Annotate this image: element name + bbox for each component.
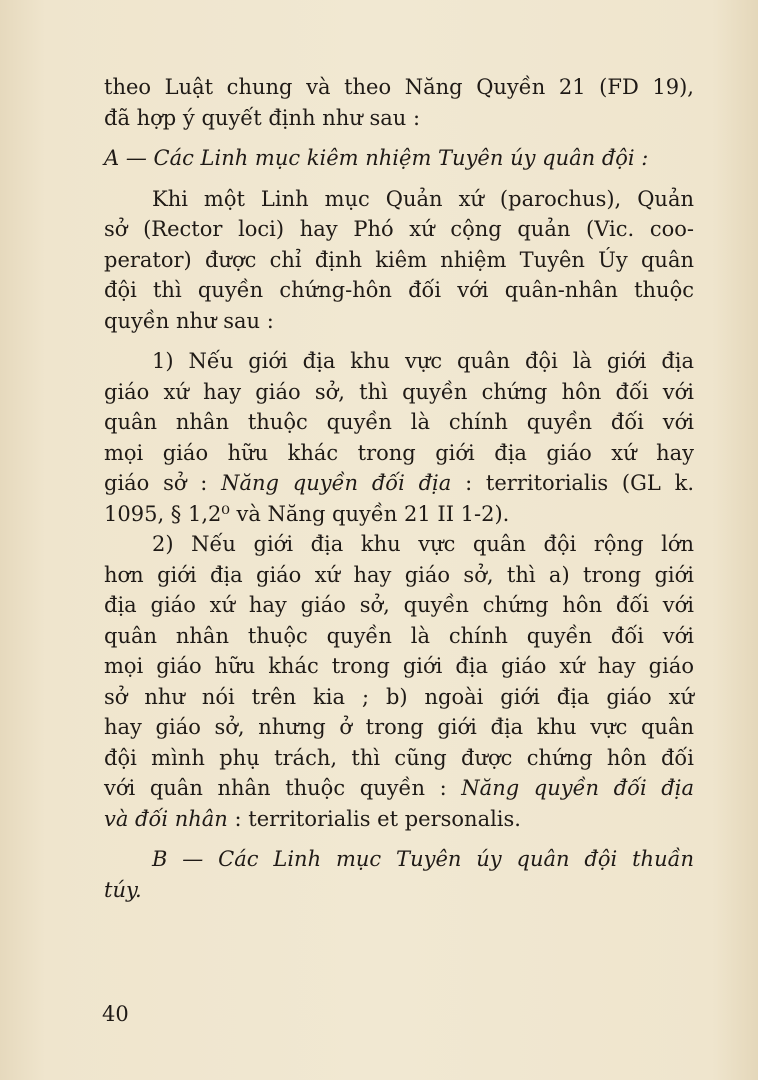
para3-line-4: quân nhân thuộc quyền là chính quyền đối với: [104, 623, 694, 648]
para1-line-2: sở (Rector loci) hay Phó xứ cộng quản (Vic. coo-: [104, 217, 694, 241]
para3-line-9-pre: với quân nhân thuộc quyền :: [104, 776, 462, 800]
para3-line-1: 2) Nếu giới địa khu vực quân đội rộng lớn: [152, 532, 694, 556]
para3-line-10-post: : territorialis et personalis.: [227, 806, 521, 831]
para1-line-4: đội thì quyền chứng-hôn đối với quân-nhân thuộc: [104, 278, 694, 302]
faculty-territorial-term-2: Năng quyền đối địa: [461, 776, 694, 800]
para3-line-9: [104, 773, 694, 804]
para2-line-2: giáo xứ hay giáo sở, thì quyền chứng hôn đối với: [104, 379, 694, 404]
section-b-heading-line-1: B — Các Linh mục Tuyên úy quân đội thuần: [152, 847, 694, 871]
para1-line-5: quyền như sau :: [104, 308, 274, 333]
section-b-heading-line-2: túy.: [104, 877, 142, 902]
para2-line-3: quân nhân thuộc quyền là chính quyền đối với: [104, 410, 694, 434]
para2-line-5: [104, 468, 694, 499]
section-a-heading: A — Các Linh mục kiêm nhiệm Tuyên úy quân đội :: [104, 146, 649, 170]
para3-line-6: sở như nói trên kia ; b) ngoài giới địa giáo xứ: [104, 684, 694, 709]
faculty-territorial-term: Năng quyền đối địa: [221, 471, 452, 495]
intro-line-1: theo Luật chung và theo Năng Quyền 21 (FD 19),: [104, 75, 694, 99]
intro-line-2: đã hợp ý quyết định như sau :: [104, 105, 421, 130]
para3-line-5: mọi giáo hữu khác trong giới địa giáo xứ hay giáo: [104, 654, 694, 678]
faculty-personal-term: và đối nhân: [104, 806, 228, 831]
para1-line-1: Khi một Linh mục Quản xứ (parochus), Quản: [152, 186, 694, 211]
para2-line-4: mọi giáo hữu khác trong giới địa giáo xứ hay: [104, 440, 694, 465]
page-number: 40: [102, 1002, 129, 1026]
para3-line-8: đội mình phụ trách, thì cũng được chứng hôn đối: [104, 745, 694, 770]
para2-line-5-pre: giáo sở :: [104, 471, 222, 495]
para3-line-3: địa giáo xứ hay giáo sở, quyền chứng hôn đối với: [104, 593, 694, 617]
page-text: [104, 72, 694, 905]
para2-line-6: 1095, § 1,2⁰ và Năng quyền 21 II 1-2).: [104, 501, 510, 526]
para1-line-3: perator) được chỉ định kiêm nhiệm Tuyên Úy quân: [104, 247, 694, 272]
para3-line-7: hay giáo sở, nhưng ở trong giới địa khu vực quân: [104, 715, 694, 739]
para2-line-1: 1) Nếu giới địa khu vực quân đội là giới địa: [152, 349, 694, 373]
para3-line-10: [104, 804, 694, 835]
para3-line-2: hơn giới địa giáo xứ hay giáo sở, thì a) trong giới: [104, 562, 694, 587]
para2-line-5-post: : territorialis (GL k.: [451, 471, 695, 495]
